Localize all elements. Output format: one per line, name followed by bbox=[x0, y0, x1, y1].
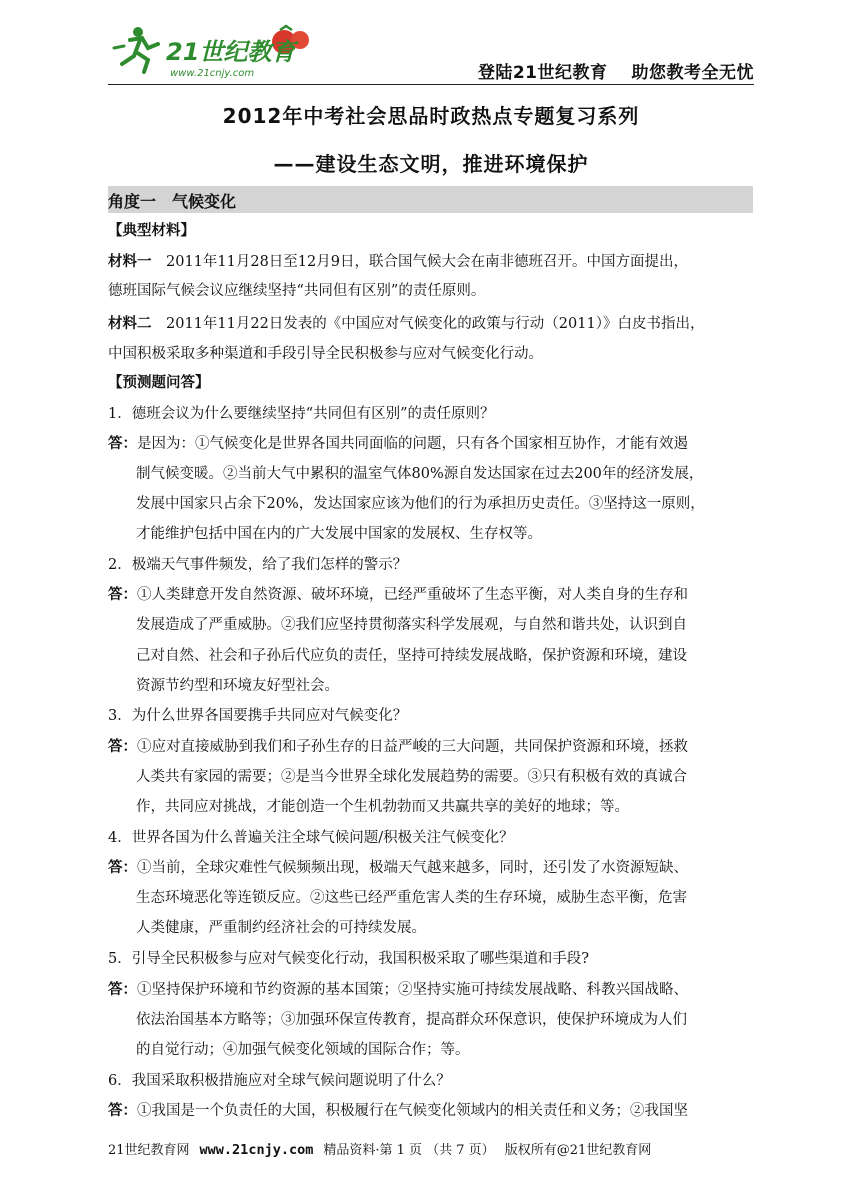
material-2-text: 2011年11月22日发表的《中国应对气候变化的政策与行动（2011）》白皮书指出， bbox=[151, 316, 705, 332]
answer-label: 答： bbox=[108, 587, 137, 603]
question-4: 4．世界各国为什么普遍关注全球气候问题/积极关注气候变化？ bbox=[108, 830, 514, 846]
answer-text: ①应对直接威胁到我们和子孙生存的日益严峻的三大问题，共同保护资源和环境，拯救 bbox=[137, 739, 688, 755]
footer-site-url[interactable]: www.21cnjy.com bbox=[199, 1142, 314, 1158]
section-heading-bar bbox=[108, 186, 753, 213]
answer-3-line-1 bbox=[108, 737, 688, 757]
answer-2-line-4: 资源节约型和环境友好型社会。 bbox=[136, 678, 339, 694]
answer-4-line-2: 生态环境恶化等连锁反应。②这些已经严重危害人类的生存环境，威胁生态平衡，危害 bbox=[136, 890, 687, 906]
answer-6-line-1 bbox=[108, 1101, 688, 1121]
answer-text: ①我国是一个负责任的大国，积极履行在气候变化领域内的相关责任和义务；②我国坚 bbox=[137, 1103, 688, 1119]
answer-1-line-1 bbox=[108, 434, 688, 454]
answer-text: ①人类肆意开发自然资源、破坏环境，已经严重破坏了生态平衡，对人类自身的生存和 bbox=[137, 587, 688, 603]
answer-text: ①当前，全球灾难性气候频频出现，极端天气越来越多，同时，还引发了水资源短缺、 bbox=[137, 860, 688, 876]
material-1-label: 材料一 bbox=[108, 254, 152, 270]
material-2-label: 材料二 bbox=[108, 316, 152, 332]
footer-site-name: 21世纪教育网 bbox=[108, 1143, 190, 1158]
answer-label: 答： bbox=[108, 739, 137, 755]
material-1-line-2: 德班国际气候会议应继续坚持“共同但有区别”的责任原则。 bbox=[108, 283, 486, 299]
material-heading: 【典型材料】 bbox=[108, 223, 195, 239]
question-5: 5．引导全民积极参与应对气候变化行动，我国积极采取了哪些渠道和手段? bbox=[108, 951, 589, 967]
answer-5-line-3: 的自觉行动；④加强气候变化领域的国际合作；等。 bbox=[136, 1042, 470, 1058]
answer-text: 是因为：①气候变化是世界各国共同面临的问题，只有各个国家相互协作，才能有效遏 bbox=[137, 436, 688, 452]
answer-2-line-1 bbox=[108, 585, 688, 605]
footer-page-info: 精品资料·第 1 页 （共 7 页） bbox=[323, 1143, 495, 1158]
logo-subtext: www.21cnjy.com bbox=[170, 68, 255, 79]
page-footer bbox=[108, 1139, 754, 1158]
answer-4-line-3: 人类健康，严重制约经济社会的可持续发展。 bbox=[136, 920, 426, 936]
question-1: 1．德班会议为什么要继续坚持“共同但有区别”的责任原则？ bbox=[108, 406, 495, 422]
answer-1-line-2: 制气候变暖。②当前大气中累积的温室气体80%源自发达国家在过去200年的经济发展， bbox=[136, 466, 704, 482]
answer-4-line-1 bbox=[108, 858, 688, 878]
header-divider bbox=[108, 84, 754, 85]
answer-label: 答： bbox=[108, 860, 137, 876]
slogan-right: 助您教考全无忧 bbox=[631, 63, 754, 83]
material-1-text: 2011年11月28日至12月9日，联合国气候大会在南非德班召开。中国方面提出， bbox=[151, 254, 688, 270]
slogan-left: 登陆21世纪教育 bbox=[477, 63, 608, 83]
question-2: 2．极端天气事件频发，给了我们怎样的警示？ bbox=[108, 557, 408, 573]
answer-label: 答： bbox=[108, 982, 137, 998]
qa-heading: 【预测题问答】 bbox=[108, 375, 210, 391]
answer-5-line-1 bbox=[108, 980, 688, 1000]
header-slogan bbox=[478, 58, 754, 83]
page-header bbox=[108, 18, 754, 82]
answer-5-line-2: 依法治国基本方略等；③加强环保宣传教育，提高群众环保意识，使保护环境成为人们 bbox=[136, 1012, 687, 1028]
footer-copyright: 版权所有@21世纪教育网 bbox=[504, 1143, 652, 1158]
material-2-line-2: 中国积极采取多种渠道和手段引导全民积极参与应对气候变化行动。 bbox=[108, 346, 543, 362]
document-subtitle: ——建设生态文明，推进环境保护 bbox=[273, 152, 589, 176]
logo-text: 21世纪教育 bbox=[166, 38, 296, 66]
section-heading: 角度一 气候变化 bbox=[108, 192, 237, 211]
answer-1-line-4: 才能维护包括中国在内的广大发展中国家的发展权、生存权等。 bbox=[136, 526, 542, 542]
answer-3-line-2: 人类共有家园的需要；②是当今世界全球化发展趋势的需要。③只有积极有效的真诚合 bbox=[136, 769, 687, 785]
logo-21cnjy bbox=[108, 18, 328, 82]
question-3: 3．为什么世界各国要携手共同应对气候变化？ bbox=[108, 708, 408, 724]
answer-label: 答： bbox=[108, 1103, 137, 1119]
answer-text: ①坚持保护环境和节约资源的基本国策；②坚持实施可持续发展战略、科教兴国战略、 bbox=[137, 982, 688, 998]
material-2-line-1 bbox=[108, 314, 704, 334]
document-title: 2012年中考社会思品时政热点专题复习系列 bbox=[222, 104, 640, 128]
answer-3-line-3: 作，共同应对挑战，才能创造一个生机勃勃而又共赢共享的美好的地球；等。 bbox=[136, 799, 629, 815]
answer-1-line-3: 发展中国家只占余下20%，发达国家应该为他们的行为承担历史责任。③坚持这一原则， bbox=[136, 496, 705, 512]
answer-2-line-3: 己对自然、社会和子孙后代应负的责任，坚持可持续发展战略，保护资源和环境，建设 bbox=[136, 648, 687, 664]
answer-label: 答： bbox=[108, 436, 137, 452]
material-1-line-1 bbox=[108, 252, 688, 272]
answer-2-line-2: 发展造成了严重威胁。②我们应坚持贯彻落实科学发展观，与自然和谐共处，认识到自 bbox=[136, 617, 687, 633]
question-6: 6．我国采取积极措施应对全球气候问题说明了什么？ bbox=[108, 1073, 451, 1089]
